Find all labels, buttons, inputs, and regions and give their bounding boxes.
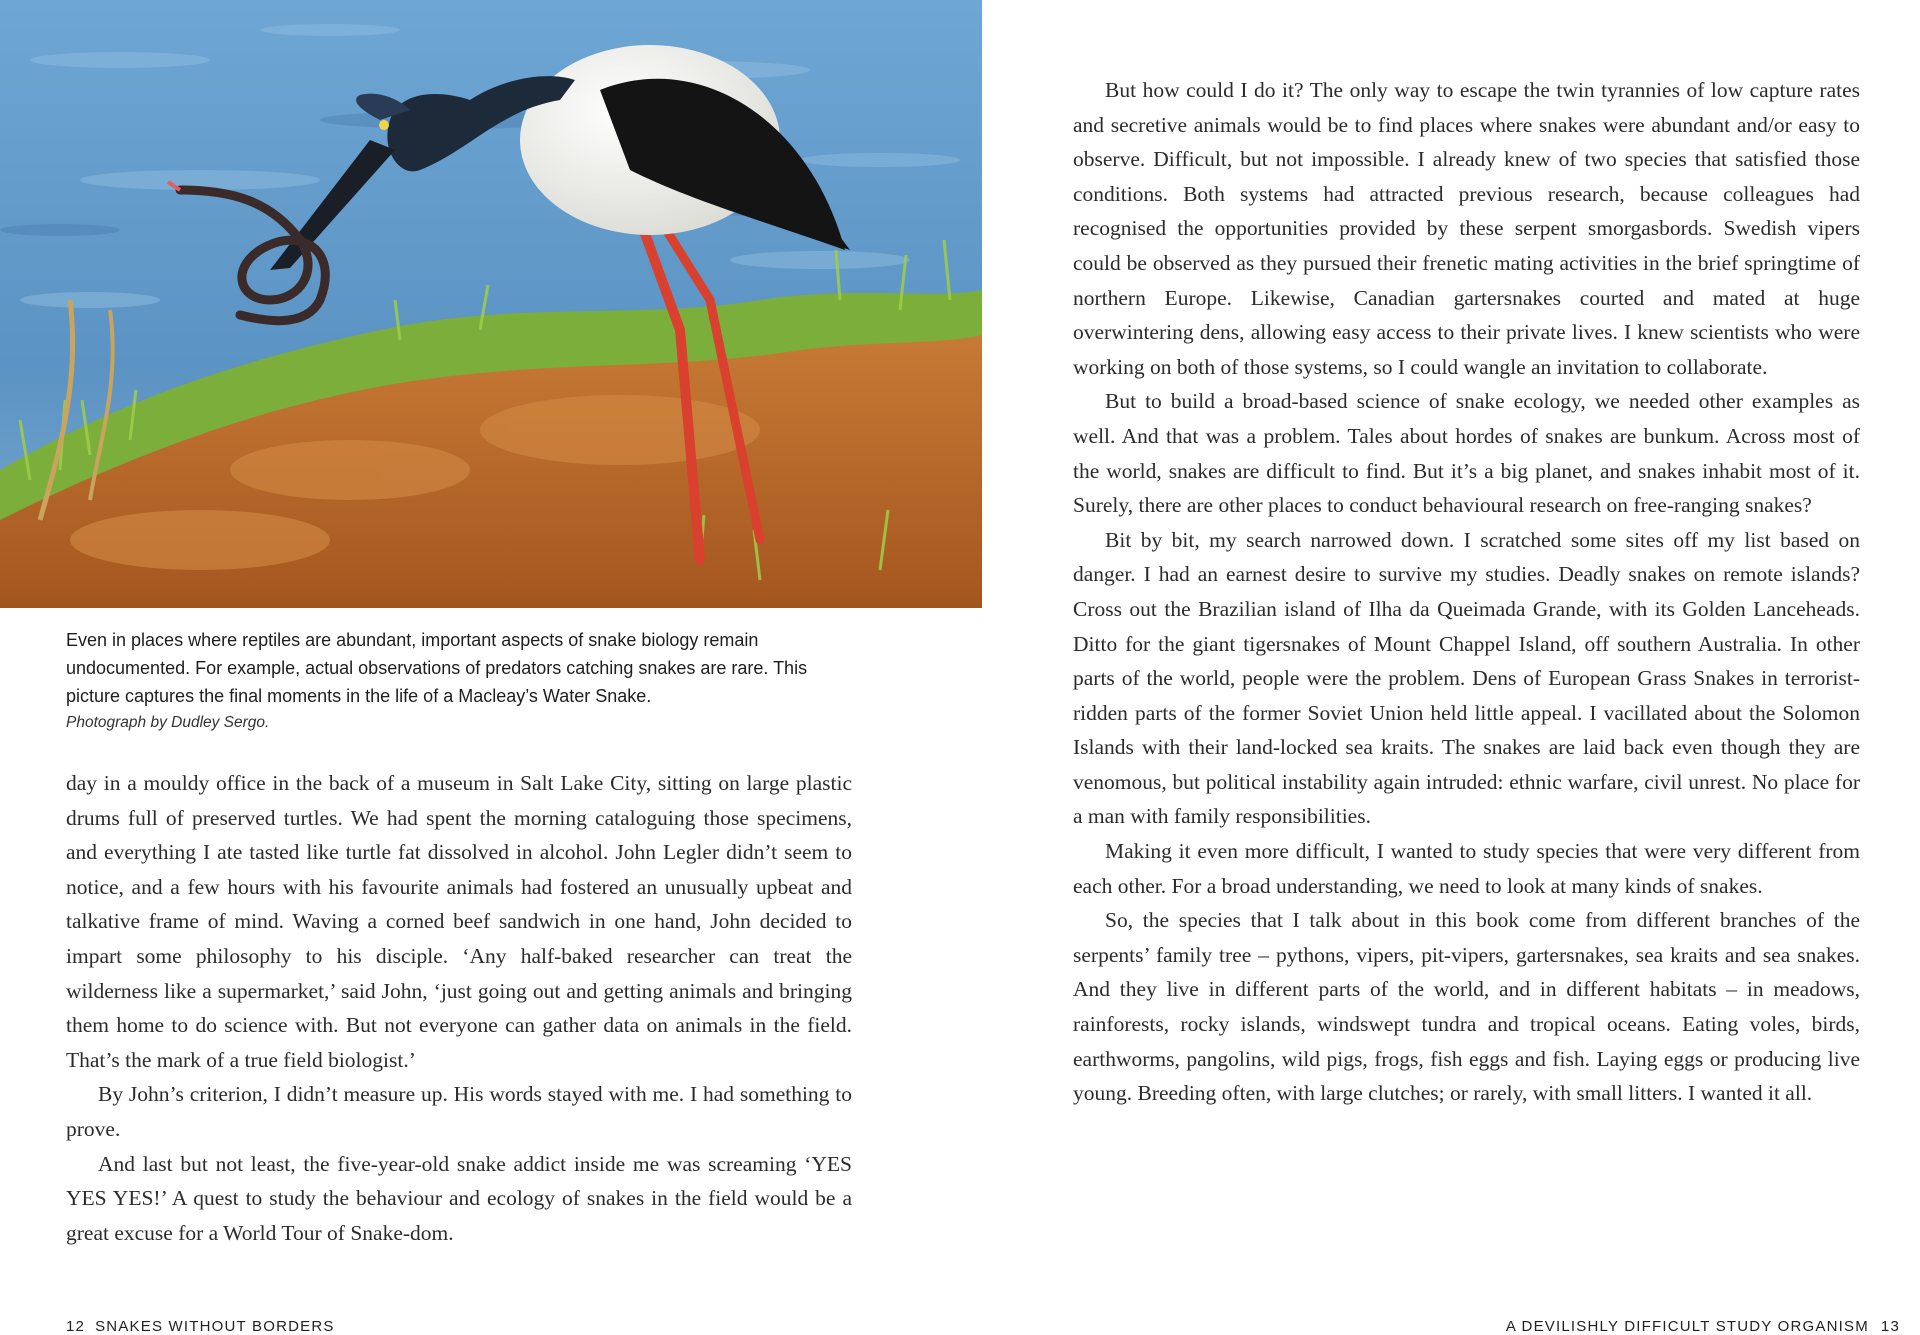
right-body-text bbox=[1073, 73, 1860, 1111]
page-number: 12 bbox=[66, 1318, 86, 1335]
photo-caption bbox=[66, 626, 866, 736]
paragraph: day in a mouldy office in the back of a museum in Salt Lake City, sitting on large plastic drums full of preserved turtles. We had spent the morning cataloguing those specimens, and everything I ate tasted like turtle fat dissolved in alcohol. John Legler didn’t seem to notice, and a few hours with his favourite animals had fostered an unusually upbeat and talkative frame of mind. Waving a corned beef sandwich in one hand, John decided to impart some philosophy to his disciple. ‘Any half-baked researcher can treat the wilderness like a supermarket,’ said John, ‘just going out and getting animals and bringing them home to do science with. But not everyone can gather data on animals in the field. That’s the mark of a true field biologist.’ bbox=[66, 771, 852, 1072]
paragraph: Bit by bit, my search narrowed down. I scratched some sites off my list based on danger. I had an earnest desire to survive my studies. Deadly snakes on remote islands? Cross out the Brazilian island of Ilha da Queimada Grande, with its Golden Lanceheads. Ditto for the giant tigersnakes of Mount Chappel Island, off southern Australia. In other parts of the world, people were the problem. Dens of European Grass Snakes in terrorist-ridden parts of the former Soviet Union held little appeal. I vacillated about the Solomon Islands with their land-locked sea kraits. The snakes are laid back even though they are venomous, but political instability again intruded: ethnic warfare, civil unrest. No place for a man with family responsibilities. bbox=[1073, 527, 1860, 829]
left-body-text bbox=[66, 766, 852, 1250]
running-head: A DEVILISHLY DIFFICULT STUDY ORGANISM bbox=[1505, 1318, 1869, 1335]
caption-text: Even in places where reptiles are abundant, important aspects of snake biology remain undocumented. For example, actual observations of predators catching snakes are rare. This picture captures the final moments in the life of a Macleay’s Water Snake. bbox=[66, 630, 808, 706]
running-head: SNAKES WITHOUT BORDERS bbox=[95, 1318, 335, 1335]
paragraph: Making it even more difficult, I wanted to study species that were very different from each other. For a broad understanding, we need to look at many kinds of snakes. bbox=[1073, 839, 1860, 898]
paragraph: But to build a broad-based science of snake ecology, we needed other examples as well. And that was a problem. Tales about hordes of snakes are bunkum. Across most of the world, snakes are difficult to find. But it’s a big planet, and snakes inhabit most of it. Surely, there are other places to conduct behavioural research on free-ranging snakes? bbox=[1073, 389, 1860, 518]
left-folio bbox=[66, 1318, 335, 1335]
photo-credit: Photograph by Dudley Sergo. bbox=[66, 714, 270, 731]
paragraph: But how could I do it? The only way to escape the twin tyrannies of low capture rates and secretive animals would be to find places where snakes were abundant and/or easy to observe. Difficult, but not impossible. I already knew of two species that satisfied those conditions. Both systems had attracted previous research, because colleagues had recognised the opportunities provided by these serpent smorgasbords. Swedish vipers could be observed as they pursued their frenetic mating activities in the brief springtime of northern Europe. Likewise, Canadian gartersnakes courted and mated at huge overwintering dens, allowing easy access to their private lives. I knew scientists who were working on both of those systems, so I could wangle an invitation to collaborate. bbox=[1073, 78, 1860, 379]
right-page bbox=[960, 0, 1920, 1335]
paragraph: And last but not least, the five-year-old snake addict inside me was screaming ‘YES YES YES!’ A quest to study the behaviour and ecology of snakes in the field would be a great excuse for a World Tour of Snake-dom. bbox=[66, 1151, 852, 1245]
right-folio bbox=[1506, 1318, 1900, 1335]
stork-with-snake-image bbox=[0, 0, 982, 608]
paragraph: By John’s criterion, I didn’t measure up. His words stayed with me. I had something to prove. bbox=[66, 1082, 852, 1141]
paragraph: So, the species that I talk about in this book come from different branches of the serpents’ family tree – pythons, vipers, pit-vipers, gartersnakes, sea kraits and sea snakes. And they live in different parts of the world, and in different habitats – in meadows, rainforests, rocky islands, windswept tundra and tropical oceans. Eating voles, birds, earthworms, pangolins, wild pigs, frogs, fish eggs and fish. Laying eggs or producing live young. Breeding often, with large clutches; or rarely, with small litters. I wanted it all. bbox=[1073, 908, 1860, 1106]
stork-photo bbox=[0, 0, 982, 608]
page-number: 13 bbox=[1880, 1318, 1900, 1335]
